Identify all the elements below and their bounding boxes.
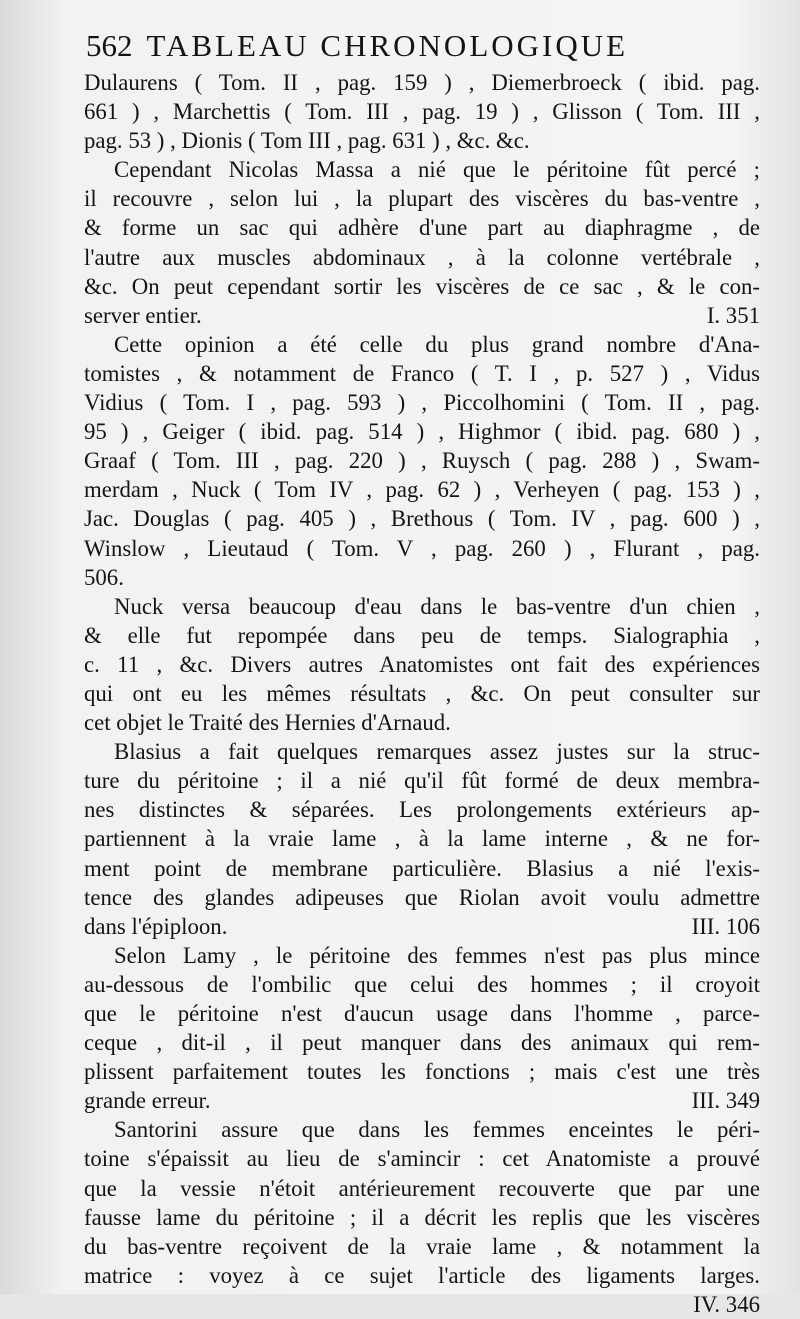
text-line: 661 ) , Marchettis ( Tom. III , pag. 19 ) , Glisson ( Tom. III , [84,99,760,125]
text-line: grande erreur. [84,1088,211,1114]
text-line: tomistes , & notamment de Franco ( T. I , p. 527 ) , Vidus [84,360,760,386]
text-line: 506. [84,564,124,590]
text-line: server entier. [84,302,202,328]
text-line: Santorini assure que dans les femmes enceintes le péri- [114,1117,760,1143]
text-line: Selon Lamy , le péritoine des femmes n'est pas plus mince [114,942,760,968]
text-line: pag. 53 ) , Dionis ( Tom III , pag. 631 ) , &c. &c. [84,128,530,154]
text-line: Winslow , Lieutaud ( Tom. V , pag. 260 ) , Flurant , pag. [84,535,760,561]
text-line-with-reference [84,912,760,941]
text-line-with-reference [84,1086,760,1115]
text-line: Graaf ( Tom. III , pag. 220 ) , Ruysch ( pag. 288 ) , Swam- [84,448,760,474]
text-line: Cependant Nicolas Massa a nié que le péritoine fût percé ; [114,157,760,183]
text-line: Jac. Douglas ( pag. 405 ) , Brethous ( Tom. IV , pag. 600 ) , [84,506,760,532]
running-header [86,28,686,72]
text-line: c. 11 , &c. Divers autres Anatomistes ont fait des expériences [84,651,760,677]
text-line: du bas-ventre reçoivent de la vraie lame , & notamment la [84,1233,760,1259]
text-line: il recouvre , selon lui , la plupart des viscères du bas-ventre , [84,186,760,212]
body-text [84,68,760,1319]
volume-reference: IV. 346 [693,1291,760,1317]
text-line: Vidius ( Tom. I , pag. 593 ) , Piccolhomini ( Tom. II , pag. [84,390,760,416]
text-line-with-reference [84,301,760,330]
text-line: matrice : voyez à ce sujet l'article des ligaments larges. [84,1262,760,1288]
text-line: l'autre aux muscles abdominaux , à la colonne vertébrale , [84,244,760,270]
text-line: Blasius a fait quelques remarques assez justes sur la struc- [114,739,760,765]
text-line: cet objet le Traité des Hernies d'Arnaud. [84,710,451,736]
text-line: & elle fut repompée dans peu de temps. Sialographia , [84,622,760,648]
text-line: ceque , dit-il , il peut manquer dans des animaux qui rem- [84,1030,760,1056]
page-number: 562 [86,28,133,63]
text-line: Nuck versa beaucoup d'eau dans le bas-ventre d'un chien , [114,593,760,619]
text-line: tence des glandes adipeuses que Riolan avoit voulu admettre [84,884,760,910]
text-line: Cette opinion a été celle du plus grand nombre d'Ana- [114,331,760,357]
volume-reference: III. 106 [691,913,760,939]
text-line: partiennent à la vraie lame , à la lame interne , & ne for- [84,826,760,852]
text-line: toine s'épaissit au lieu de s'amincir : cet Anatomiste a prouvé [84,1146,760,1172]
text-line: nes distinctes & séparées. Les prolongements extérieurs ap- [84,797,760,823]
volume-reference: III. 349 [691,1088,760,1114]
text-line: fausse lame du péritoine ; il a décrit les replis que les viscères [84,1204,760,1230]
text-line: Dulaurens ( Tom. II , pag. 159 ) , Diemerbroeck ( ibid. pag. [84,70,760,95]
text-line: au-dessous de l'ombilic que celui des hommes ; il croyoit [84,971,760,997]
text-line: merdam , Nuck ( Tom IV , pag. 62 ) , Verheyen ( pag. 153 ) , [84,477,760,503]
text-line: &c. On peut cependant sortir les viscères de ce sac , & le con- [84,273,760,299]
text-line: dans l'épiploon. [84,913,228,939]
text-line: ment point de membrane particulière. Blasius a nié l'exis- [84,855,760,881]
text-line: que le péritoine n'est d'aucun usage dans l'homme , parce- [84,1001,760,1026]
text-line: qui ont eu les mêmes résultats , &c. On peut consulter sur [84,680,760,706]
text-line: que la vessie n'étoit antérieurement recouverte que par une [84,1175,760,1201]
text-line: plissent parfaitement toutes les fonctions ; mais c'est une très [84,1059,760,1085]
text-line: 95 ) , Geiger ( ibid. pag. 514 ) , Highmor ( ibid. pag. 680 ) , [84,419,760,445]
text-line: & forme un sac qui adhère d'une part au diaphragme , de [84,215,760,241]
running-title: TABLEAU CHRONOLOGIQUE [146,28,629,63]
text-line-with-reference [84,1290,760,1319]
text-line: ture du péritoine ; il a nié qu'il fût formé de deux membra- [84,768,760,794]
volume-reference: I. 351 [706,302,760,328]
